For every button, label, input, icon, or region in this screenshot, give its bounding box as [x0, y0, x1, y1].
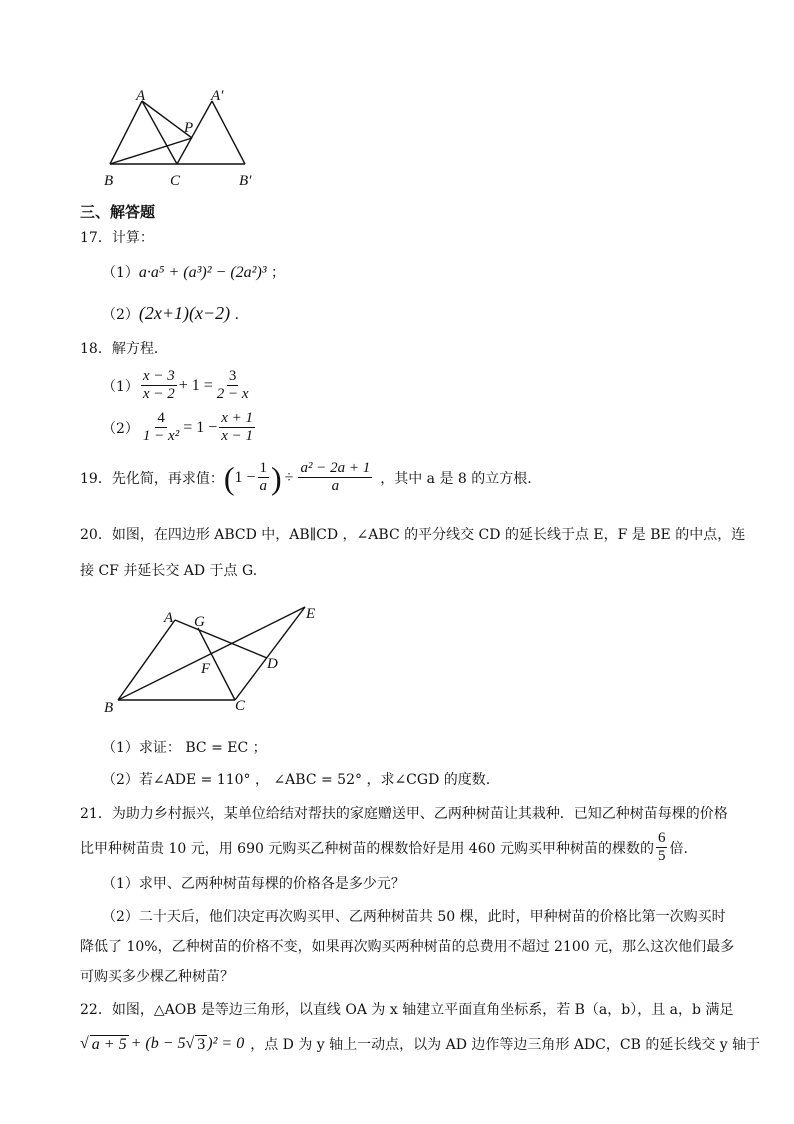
q21-frac-den: 5 [657, 848, 666, 864]
q18-title: 18．解方程． [80, 341, 168, 357]
figure-quadrilateral-abcd [95, 595, 335, 720]
fig1-label-p: P [184, 120, 194, 136]
q19-right-paren: ) [271, 459, 282, 496]
q18-p1-b-den: 2 − x [216, 386, 249, 402]
figure-triangles-abc [95, 88, 270, 193]
q17-part1-end: ； [271, 265, 286, 281]
q19-tail: ，其中 a 是 8 的立方根. [380, 470, 532, 487]
q18-p1-b-num: 3 [228, 368, 237, 384]
q18-p2-a-den: 1 − x² [142, 428, 180, 444]
q17-part2-expr: (2x+1)(x−2) [138, 303, 231, 323]
section-title: 三、解答题 [80, 203, 156, 221]
q22-tail: ，点 D 为 y 轴上一动点，以为 AD 边作等边三角形 ADC，CB 的延长线交 y 轴于 [250, 1037, 761, 1053]
fig2-label-g: G [194, 614, 205, 630]
q18-part1-frac-a [141, 368, 177, 403]
q21-part1: （1）求甲、乙两种树苗每棵的价格各是多少元？ [102, 876, 405, 892]
fig2-label-e: E [306, 606, 316, 622]
q19-div: ÷ [284, 468, 294, 486]
q18-part1-label: （1） [102, 378, 139, 395]
q17-part2-end: ． [234, 307, 249, 323]
q22-sqrt-3: 3 [197, 1035, 206, 1053]
fig2-label-a: A [164, 610, 174, 626]
q19-frac2-num: a² − 2a + 1 [300, 460, 371, 476]
q20-line2: 接 CF 并延长交 AD 于点 G. [80, 563, 258, 579]
q21-part2-line3: 可购买多少棵乙种树苗？ [80, 969, 234, 985]
q17-title: 17．计算： [80, 230, 154, 246]
q22-sqrt-sign-2: √ [185, 1035, 195, 1052]
q22-sqrt-a: a + 5 [91, 1035, 127, 1053]
fig1-label-a: A [136, 88, 146, 104]
fig1-label-c: C [170, 173, 181, 189]
q21-frac-num: 6 [657, 830, 666, 846]
q22-line1: 22．如图，△AOB 是等边三角形，以直线 OA 为 x 轴建立平面直角坐标系，若 B（a，b），且 a，b 满足 [80, 1002, 734, 1018]
q18-part2-frac-b [219, 410, 255, 445]
q19-left-paren: ( [223, 459, 235, 496]
q18-part2-frac-a [141, 410, 181, 445]
q17-part1-expr: a·a⁵ + (a³)² − (2a²)³ [138, 264, 267, 281]
fig2-label-d: D [267, 656, 278, 672]
q18-part1 [102, 368, 253, 403]
q17-part2-label: （2） [102, 307, 139, 323]
fig1-label-b-prime: B′ [239, 173, 252, 189]
q20-part1: （1）求证： BC = EC ； [102, 740, 267, 756]
q21-line2-text: 比甲种树苗贵 10 元，用 690 元购买乙种树苗的棵数恰好是用 460 元购买甲种树苗的棵数的 [80, 840, 654, 857]
q22-mid: + (b − 5 [130, 1035, 186, 1052]
q17-part1 [102, 263, 285, 283]
fig2-label-f: F [201, 661, 211, 677]
q17-part1-label: （1） [102, 265, 139, 281]
q22-sqrt-sign-1: √ [80, 1035, 89, 1052]
q21-line1: 21．为助力乡村振兴，某单位给结对帮扶的家庭赠送甲、乙两种树苗让其栽种．已知乙种树苗每棵的价格 [80, 806, 728, 822]
q18-part1-frac-b [215, 368, 251, 403]
q21-line2-end: 倍. [669, 840, 688, 857]
q18-p1-a-num: x − 3 [142, 368, 175, 384]
q20-part2: （2）若∠ADE = 110° ， ∠ABC = 52° ，求∠CGD 的度数. [102, 772, 491, 788]
fig1-label-b: B [104, 173, 114, 189]
q20-line1: 20．如图，在四边形 ABCD 中，AB∥CD ，∠ABC 的平分线交 CD 的延长线于点 E，F 是 BE 的中点，连 [80, 527, 746, 543]
fig2-label-c: C [235, 698, 246, 714]
q18-p2-b-num: x + 1 [221, 410, 254, 426]
q18-part2-label: （2） [102, 420, 139, 437]
q19-title: 19．先化简，再求值： [80, 470, 224, 487]
q18-part1-mid: + 1 = [178, 376, 213, 394]
q18-part2-mid: = 1 − [183, 418, 218, 436]
q21-part2-line2: 降低了 10%，乙种树苗的价格不变，如果再次购买两种树苗的总费用不超过 2100 元，那么这次他们最多 [80, 939, 735, 955]
fig1-label-a-prime: A′ [211, 88, 224, 104]
fig2-label-b: B [104, 700, 114, 716]
q19 [80, 460, 532, 495]
q21-line2 [80, 830, 688, 865]
q19-frac1-den: a [259, 478, 268, 494]
q18-part2 [102, 410, 257, 445]
q18-p2-b-den: x − 1 [221, 428, 254, 444]
q19-frac2-den: a [331, 478, 340, 494]
q22-after: )² = 0 [207, 1035, 245, 1052]
q18-p2-a-num: 4 [157, 410, 165, 426]
q17-part2 [102, 303, 249, 325]
q22-line2 [80, 1034, 760, 1054]
q19-frac1-num: 1 [259, 460, 268, 476]
q19-one: 1 − [234, 468, 256, 486]
q21-frac [656, 830, 668, 865]
q19-frac1 [258, 460, 270, 495]
q18-p1-a-den: x − 2 [142, 386, 175, 402]
q19-frac2 [298, 460, 372, 495]
q21-part2-line1: （2）二十天后，他们决定再次购买甲、乙两种树苗共 50 棵，此时，甲种树苗的价格比第一次购买时 [102, 909, 726, 925]
